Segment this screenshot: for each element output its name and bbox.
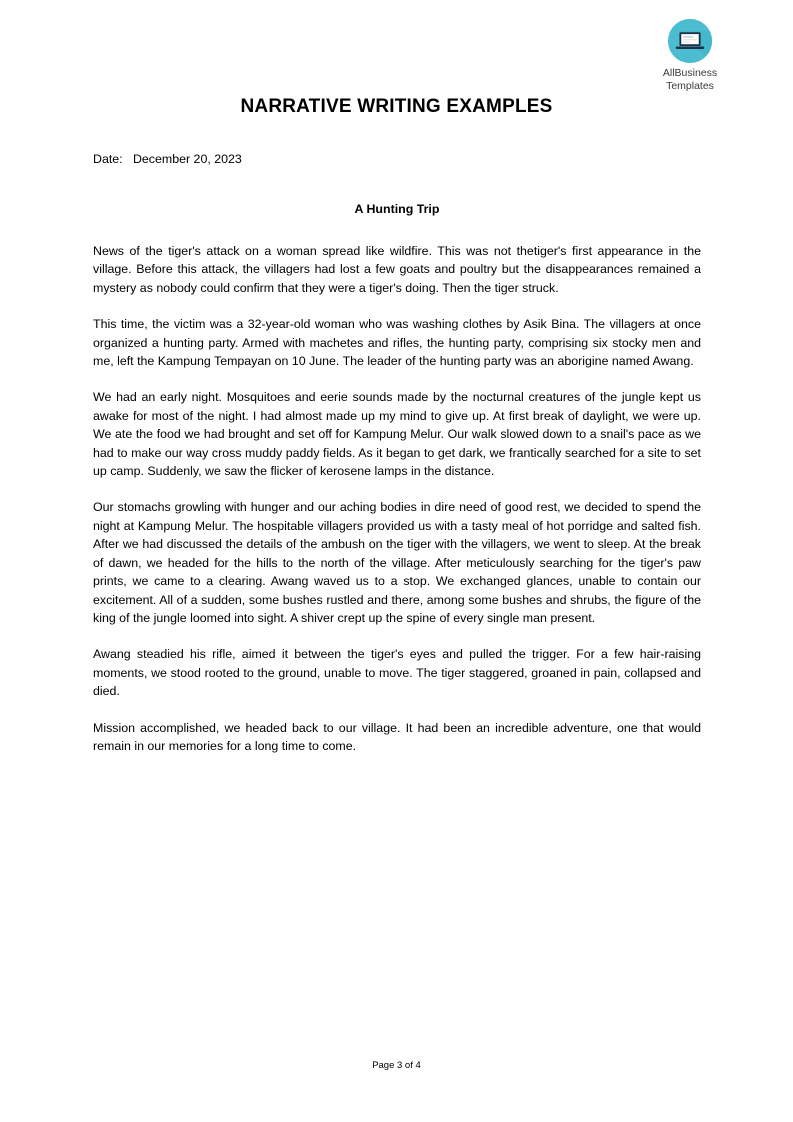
paragraph: This time, the victim was a 32-year-old woman who was washing clothes by Asik Bina. The villagers at once organized a hunting party. Armed with machetes and rifles, the hunting party, comprising six stocky men and me, left the Kampung Tempayan on 10 June. The leader of the hunting party was an aborigine named Awang.	[93, 317, 701, 369]
date-value: December 20, 2023	[132, 152, 242, 166]
paragraph: Mission accomplished, we headed back to our village. It had been an incredible adventure, one that would remain in our memories for a long time to come.	[93, 720, 701, 753]
paragraph: Our stomachs growling with hunger and our aching bodies in dire need of good rest, we decided to spend the night at Kampung Melur. The hospitable villagers provided us with a tasty meal of hot porridge and salted fish. After we had discussed the details of the ambush on the tiger with the villagers, we went to sleep. At the break of dawn, we headed for the hills to the north of the village. After meticulously searching for the tiger's paw prints, we came to a clearing. Awang waved us to a stop. We exchanged glances, unable to contain our excitement. All of a sudden, some bushes rustled and there, among some bushes and shrubs, the figure of the king of the jungle loomed into sight. A shiver crept up the spine of every single man present.	[93, 500, 701, 625]
story-title: A Hunting Trip	[354, 202, 440, 216]
laptop-in-circle-icon	[667, 18, 713, 64]
brand-name-line2: Templates	[666, 80, 714, 92]
page-footer: Page 3 of 4	[372, 1060, 421, 1071]
date-line	[93, 150, 701, 168]
paragraph: News of the tiger's attack on a woman spread like wildfire. This was not thetiger's first appearance in the village. Before this attack, the villagers had lost a few goats and poultry but the disappearances remained a mystery as nobody could confirm that they were a tiger's doing. Then the tiger struck.	[93, 244, 701, 295]
brand-logo-block	[635, 18, 745, 93]
date-label: Date:	[93, 152, 123, 166]
brand-name	[635, 67, 745, 93]
paragraph: We had an early night. Mosquitoes and eerie sounds made by the nocturnal creatures of the jungle kept us awake for most of the night. I had almost made up my mind to give up. At first break of daylight, we were up. We ate the food we had brought and set off for Kampung Melur. Our walk slowed down to a snail's pace as we had to make our way cross muddy paddy fields. As it began to get dark, we frantically searched for a site to set up camp. Suddenly, we saw the flicker of kerosene lamps in the distance.	[93, 390, 701, 479]
page-title: NARRATIVE WRITING EXAMPLES	[240, 96, 553, 117]
brand-name-line1: AllBusiness	[662, 67, 718, 79]
document-body	[93, 150, 701, 755]
paragraph: Awang steadied his rifle, aimed it between the tiger's eyes and pulled the trigger. For a few hair-raising moments, we stood rooted to the ground, unable to move. The tiger staggered, groaned in pain, collapsed and died.	[93, 647, 701, 699]
